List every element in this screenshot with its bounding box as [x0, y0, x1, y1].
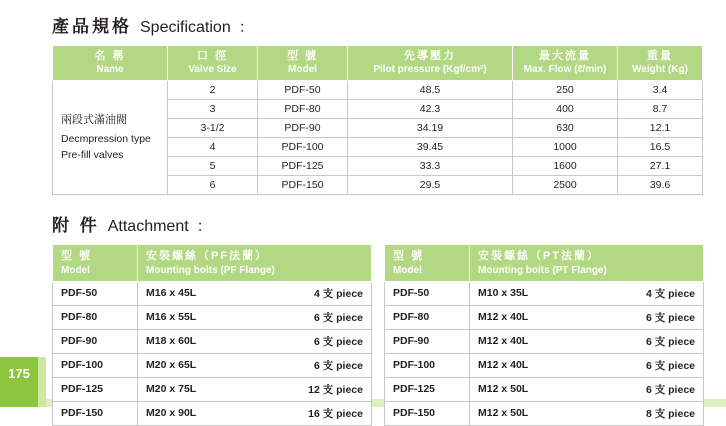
rail-background [0, 0, 46, 407]
cell-weight: 8.7 [618, 100, 703, 119]
specification-heading-cn: 產品規格 [52, 17, 132, 36]
col-header-bolts-pt-en: Mounting bolts (PT Flange) [478, 264, 607, 276]
cell-model: PDF-150 [385, 401, 470, 425]
product-name-cn: 兩段式滿油閥 [61, 113, 127, 126]
cell-max-flow: 2500 [513, 176, 618, 195]
cell-model: PDF-100 [258, 138, 348, 157]
cell-model: PDF-125 [53, 377, 138, 401]
col-header-bolts-pt-cn: 安裝螺絲（PT法蘭） [478, 250, 601, 263]
product-name-cell [53, 81, 168, 195]
cell-bolt-spec: M10 x 35L [478, 287, 529, 300]
col-header-valve-size-en: Valve Size [188, 63, 237, 75]
cell-valve-size: 3 [168, 100, 258, 119]
cell-model: PDF-125 [258, 157, 348, 176]
cell-bolt-spec: M20 x 65L [146, 359, 197, 372]
attachment-heading-colon: ： [196, 218, 212, 236]
cell-model: PDF-50 [258, 81, 348, 100]
cell-bolt-qty: 6 支 piece [313, 335, 363, 348]
table-row [53, 281, 372, 305]
cell-bolt-qty: 8 支 piece [645, 407, 695, 420]
cell-max-flow: 250 [513, 81, 618, 100]
col-header-name [53, 46, 168, 81]
attachment-table-pt [384, 244, 704, 425]
table-row [385, 377, 704, 401]
cell-valve-size: 2 [168, 81, 258, 100]
cell-bolt-spec: M12 x 40L [478, 311, 529, 324]
cell-max-flow: 1600 [513, 157, 618, 176]
cell-bolt-spec: M20 x 75L [146, 383, 197, 396]
col-header-model-en: Model [288, 63, 317, 75]
attachment-table-pf [52, 244, 372, 425]
col-header-max-flow-en: Max. Flow (ℓ/min) [523, 63, 607, 75]
col-header-weight [618, 46, 703, 81]
col-header-pilot-pressure-en: Pilot pressure (Kgf/cm²) [373, 63, 487, 75]
cell-pilot-pressure: 34.19 [348, 119, 513, 138]
attachment-heading [52, 211, 726, 236]
cell-weight: 16.5 [618, 138, 703, 157]
cell-bolt-spec: M20 x 90L [146, 407, 197, 420]
col-header-valve-size [168, 46, 258, 81]
rail-accent-strip [38, 357, 46, 407]
cell-bolt-spec: M12 x 40L [478, 359, 529, 372]
page-content [52, 0, 726, 426]
cell-bolt-spec: M16 x 55L [146, 311, 197, 324]
cell-bolt-spec: M16 x 45L [146, 287, 197, 300]
cell-model: PDF-90 [258, 119, 348, 138]
table-header-row [53, 245, 372, 281]
cell-max-flow: 1000 [513, 138, 618, 157]
cell-model: PDF-100 [385, 353, 470, 377]
cell-bolt-qty: 16 支 piece [308, 407, 363, 420]
col-header-valve-size-cn: 口 徑 [196, 50, 229, 62]
specification-table [52, 45, 703, 195]
cell-bolt-qty: 12 支 piece [308, 383, 363, 396]
attachment-heading-en: Attachment [107, 218, 189, 236]
cell-bolt [138, 401, 372, 425]
table-row [385, 401, 704, 425]
cell-model: PDF-80 [53, 305, 138, 329]
specification-heading-en: Specification [140, 19, 231, 36]
cell-weight: 3.4 [618, 81, 703, 100]
cell-bolt-spec: M12 x 50L [478, 407, 529, 420]
table-row [53, 377, 372, 401]
table-row [53, 353, 372, 377]
cell-bolt [138, 353, 372, 377]
specification-heading-colon: ： [238, 19, 254, 36]
col-header-weight-cn: 重量 [647, 50, 673, 62]
col-header-model-pf-en: Model [61, 264, 90, 276]
cell-bolt [470, 281, 704, 305]
cell-model: PDF-80 [385, 305, 470, 329]
table-row [385, 305, 704, 329]
col-header-name-en: Name [96, 63, 124, 75]
cell-bolt-spec: M12 x 50L [478, 383, 529, 396]
page-number-block [0, 357, 38, 407]
col-header-bolts-pf [138, 245, 372, 281]
cell-model: PDF-80 [258, 100, 348, 119]
cell-bolt [138, 281, 372, 305]
cell-model: PDF-100 [53, 353, 138, 377]
table-row [385, 281, 704, 305]
col-header-pilot-pressure-cn: 先導壓力 [404, 50, 456, 62]
cell-pilot-pressure: 48.5 [348, 81, 513, 100]
cell-bolt [470, 329, 704, 353]
cell-model: PDF-50 [385, 281, 470, 305]
cell-weight: 27.1 [618, 157, 703, 176]
table-header-row [385, 245, 704, 281]
table-header-row [53, 46, 703, 81]
cell-bolt [138, 377, 372, 401]
cell-model: PDF-150 [258, 176, 348, 195]
specification-heading [52, 12, 726, 37]
cell-bolt-qty: 6 支 piece [313, 359, 363, 372]
table-row [53, 329, 372, 353]
cell-bolt [470, 401, 704, 425]
cell-bolt-qty: 6 支 piece [645, 311, 695, 324]
cell-bolt-qty: 6 支 piece [645, 383, 695, 396]
col-header-model-pt-en: Model [393, 264, 422, 276]
col-header-model-pf-cn: 型 號 [61, 250, 93, 263]
col-header-weight-en: Weight (Kg) [632, 63, 688, 75]
cell-bolt-qty: 4 支 piece [645, 287, 695, 300]
col-header-bolts-pf-en: Mounting bolts (PF Flange) [146, 264, 275, 276]
cell-bolt-spec: M18 x 60L [146, 335, 197, 348]
table-row [385, 353, 704, 377]
cell-pilot-pressure: 39.45 [348, 138, 513, 157]
cell-pilot-pressure: 42.3 [348, 100, 513, 119]
cell-valve-size: 6 [168, 176, 258, 195]
cell-pilot-pressure: 33.3 [348, 157, 513, 176]
cell-model: PDF-150 [53, 401, 138, 425]
cell-weight: 39.6 [618, 176, 703, 195]
cell-model: PDF-125 [385, 377, 470, 401]
table-row [385, 329, 704, 353]
product-name-en: Decmpression type Pre-fill valves [61, 133, 151, 161]
col-header-name-cn: 名 稱 [94, 50, 126, 62]
col-header-max-flow [513, 46, 618, 81]
col-header-pilot-pressure [348, 46, 513, 81]
col-header-bolts-pf-cn: 安裝螺絲（PF法蘭） [146, 250, 269, 263]
cell-bolt-spec: M12 x 40L [478, 335, 529, 348]
table-row [53, 305, 372, 329]
col-header-model-cn: 型 號 [286, 50, 319, 62]
cell-bolt [138, 329, 372, 353]
cell-bolt-qty: 6 支 piece [645, 335, 695, 348]
cell-valve-size: 5 [168, 157, 258, 176]
cell-bolt [470, 305, 704, 329]
cell-bolt [470, 377, 704, 401]
cell-valve-size: 4 [168, 138, 258, 157]
cell-bolt-qty: 6 支 piece [645, 359, 695, 372]
cell-model: PDF-50 [53, 281, 138, 305]
table-row [53, 81, 703, 100]
attachment-heading-cn: 附 件 [52, 216, 100, 236]
cell-max-flow: 630 [513, 119, 618, 138]
cell-model: PDF-90 [385, 329, 470, 353]
cell-model: PDF-90 [53, 329, 138, 353]
col-header-bolts-pt [470, 245, 704, 281]
cell-bolt-qty: 6 支 piece [313, 311, 363, 324]
cell-weight: 12.1 [618, 119, 703, 138]
col-header-model-pt [385, 245, 470, 281]
cell-pilot-pressure: 29.5 [348, 176, 513, 195]
col-header-model-pf [53, 245, 138, 281]
attachment-tables [52, 244, 702, 425]
cell-bolt [138, 305, 372, 329]
page-number: 175 [8, 366, 30, 381]
left-rail [0, 0, 46, 407]
table-row [53, 401, 372, 425]
cell-max-flow: 400 [513, 100, 618, 119]
col-header-model-pt-cn: 型 號 [393, 250, 425, 263]
cell-bolt-qty: 4 支 piece [313, 287, 363, 300]
col-header-max-flow-cn: 最大流量 [539, 50, 591, 62]
cell-valve-size: 3-1/2 [168, 119, 258, 138]
cell-bolt [470, 353, 704, 377]
col-header-model [258, 46, 348, 81]
